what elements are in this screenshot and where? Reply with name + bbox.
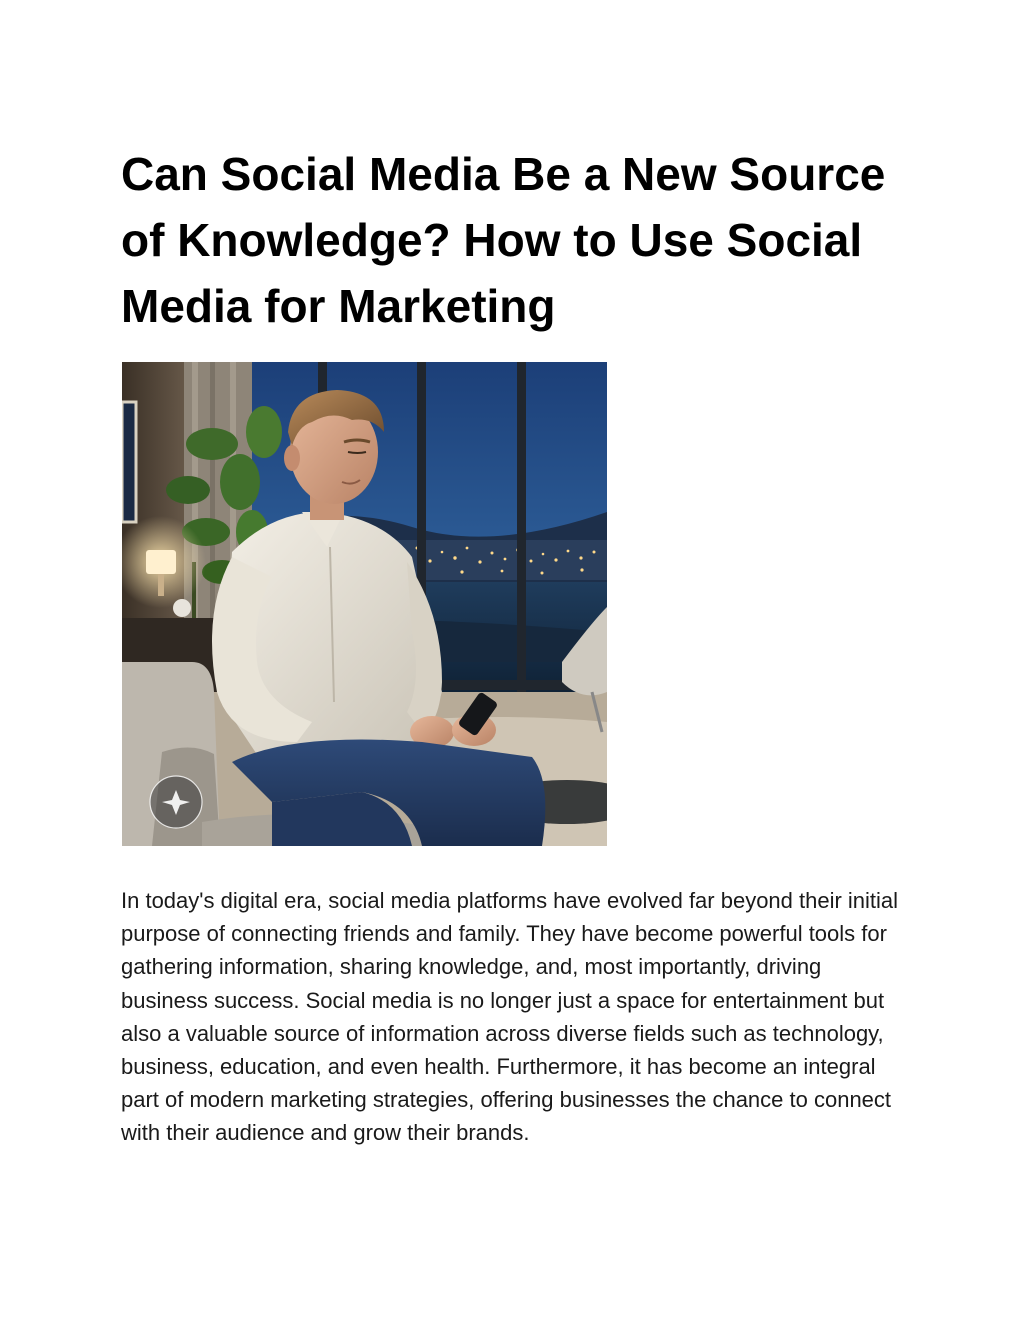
article-photo	[122, 362, 607, 846]
article-body: In today's digital era, social media platforms have evolved far beyond their initial purpose of connecting friends and family. They have become powerful tools for gathering information, sharing knowledge, and, most importantly, driving business success. Social media is no longer just a space for entertainment but also a valuable source of information across diverse fields such as technology, business, education, and even health. Furthermore, it has become an integral part of modern marketing strategies, offering businesses the chance to connect with their audience and grow their brands.	[121, 888, 899, 1146]
ai-watermark-badge	[150, 776, 202, 828]
man-using-phone-illustration	[122, 362, 607, 846]
article-title: Can Social Media Be a New Source of Knowledge? How to Use Social Media for Marketing	[121, 148, 886, 332]
